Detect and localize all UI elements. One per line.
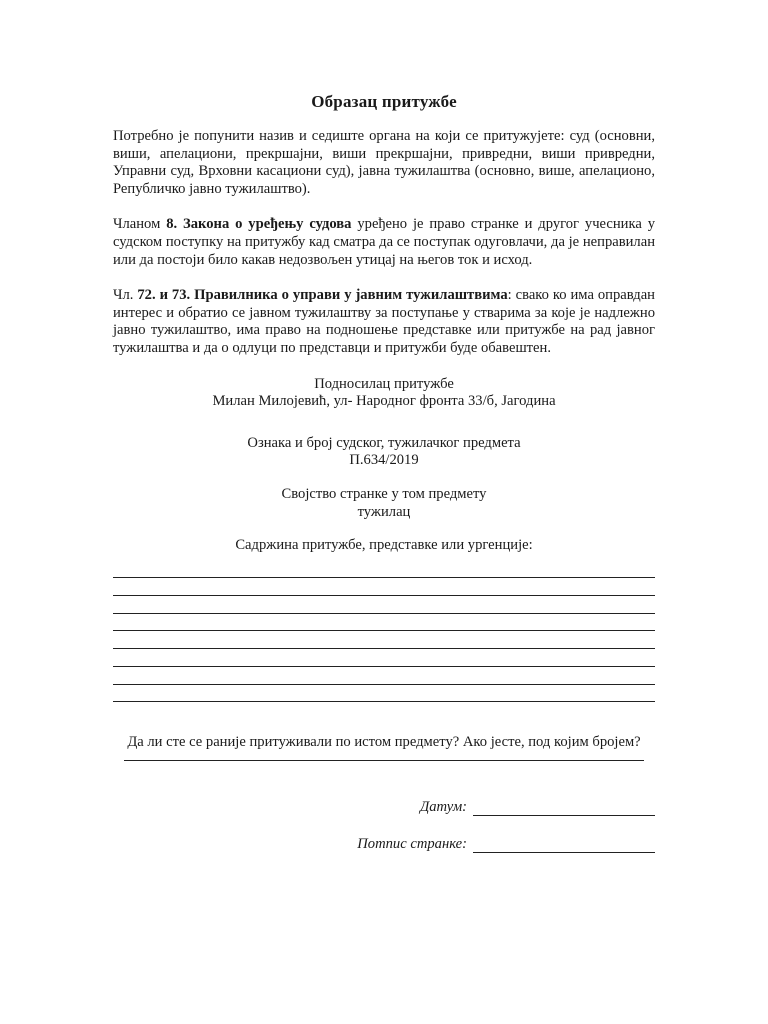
form-title: Образац притужбе bbox=[311, 92, 457, 111]
content-line[interactable] bbox=[113, 561, 655, 579]
complainant-value: Милан Милојевић, ул- Народног фронта 33/б, Јагодина bbox=[212, 393, 556, 410]
signature-label: Потпис странке: bbox=[357, 835, 467, 852]
role-value: тужилац bbox=[357, 503, 411, 520]
content-line[interactable] bbox=[113, 649, 655, 667]
prior-complaint-question: Да ли сте се раније притуживали по истом предмету? Ако јесте, под којим бројем? bbox=[127, 734, 641, 751]
intro-paragraph: Потребно је попунити назив и седиште органа на који се притужујете: суд (основни, виши, апелациони, прекршајни, виши прекршајни, привредни, виши привредни, Управни суд, Врховни касациони суд), јавна тужилаштва (основно, више, апелационо, Републичко јавно тужилаштво). bbox=[113, 128, 655, 197]
complaint-form bbox=[113, 92, 655, 853]
rules-prefix: Чл. bbox=[113, 287, 138, 304]
rules-reference: 72. и 73. Правилника о управи у јавним тужилаштвима bbox=[137, 287, 508, 304]
case-value: П.634/2019 bbox=[349, 452, 419, 469]
signature-field[interactable] bbox=[473, 838, 655, 853]
content-line[interactable] bbox=[113, 614, 655, 632]
content-line[interactable] bbox=[113, 578, 655, 596]
law-prefix: Чланом bbox=[113, 216, 167, 233]
case-label: Ознака и број судског, тужилачког предмета bbox=[247, 434, 521, 451]
content-lines[interactable] bbox=[113, 561, 655, 703]
content-label: Садржина притужбе, представке или ургенције: bbox=[235, 537, 533, 554]
content-line[interactable] bbox=[113, 596, 655, 614]
content-line[interactable] bbox=[113, 667, 655, 685]
rules-text: : свако ко има оправдан интерес и обратио се јавном тужилаштву за поступање у стварима за које је надлежно јавно тужилаштво, има право на подношење представке или притужбе на рад јавног тужилаштва и да о одлуци по представци и притужби буде обавештен. bbox=[113, 287, 655, 356]
date-label: Датум: bbox=[419, 798, 467, 815]
rules-paragraph bbox=[113, 287, 655, 357]
law-reference: 8. Закона о уређењу судова bbox=[166, 216, 352, 233]
content-line[interactable] bbox=[113, 631, 655, 649]
complainant-label: Подносилац притужбе bbox=[314, 375, 454, 392]
prior-complaint-answer-line[interactable] bbox=[124, 760, 644, 761]
signature-row bbox=[113, 836, 655, 853]
content-line[interactable] bbox=[113, 685, 655, 703]
law-text: уређено је право странке и другог учесника у судском поступку на притужбу кад сматра да се поступак одуговлачи, да је неправилан или да постоји било какав недозвољен утицај на његов ток и исход. bbox=[113, 216, 656, 268]
role-label: Својство странке у том предмету bbox=[281, 485, 487, 502]
law-paragraph bbox=[113, 216, 655, 269]
date-row bbox=[113, 799, 655, 816]
date-field[interactable] bbox=[473, 801, 655, 816]
